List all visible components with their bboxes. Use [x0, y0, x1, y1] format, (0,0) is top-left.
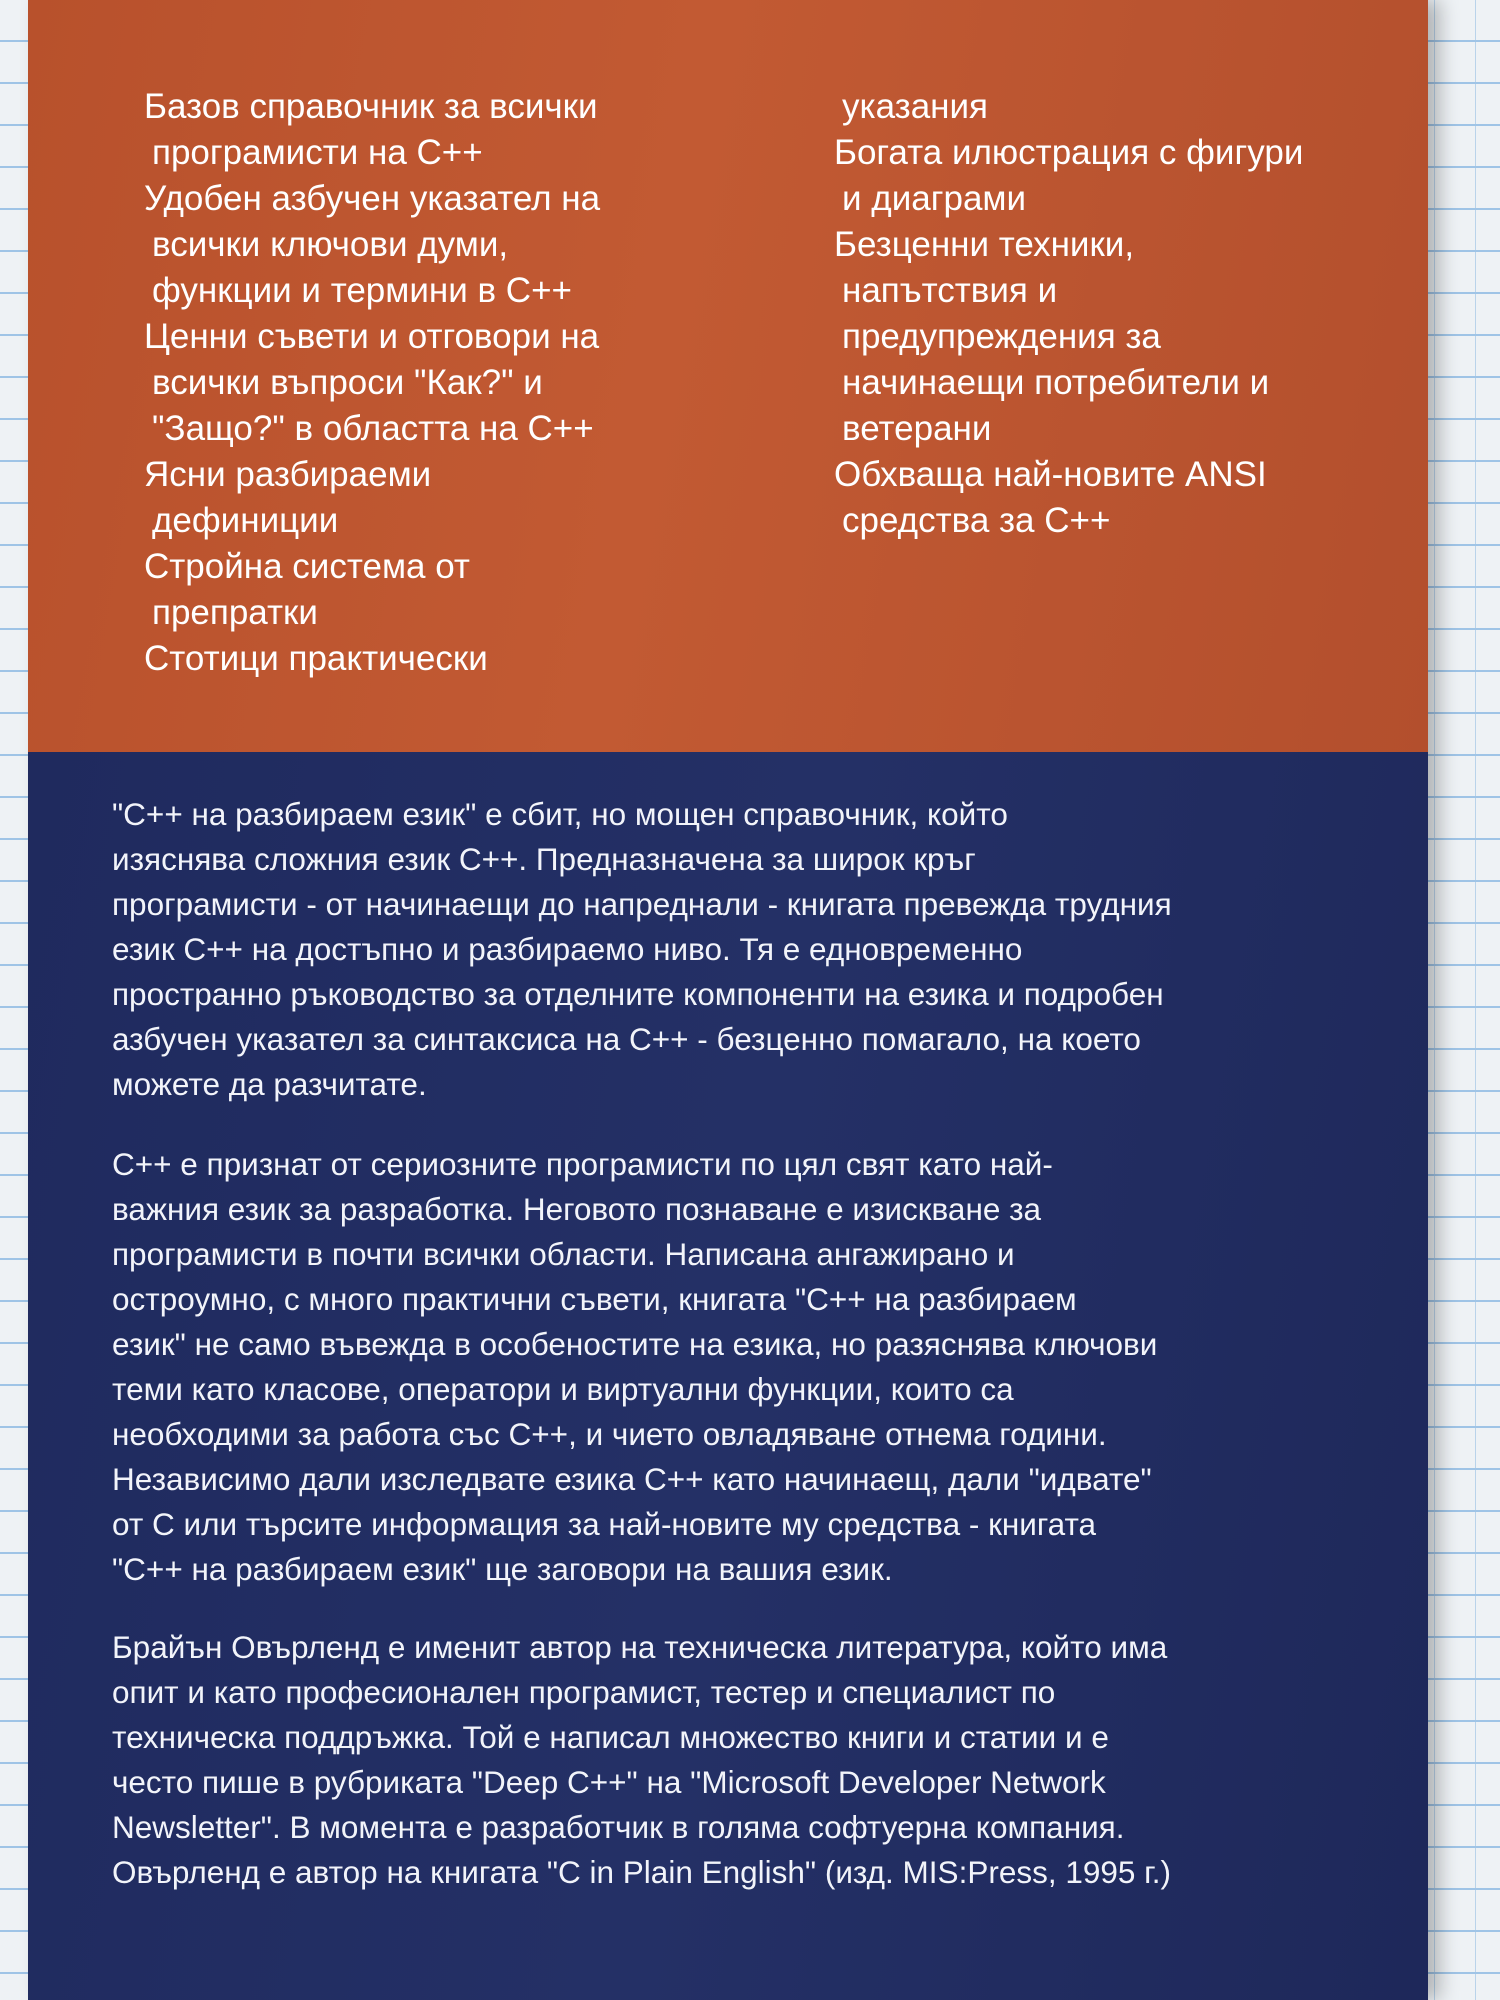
- features-list-left: [144, 84, 704, 682]
- feature-item: указания: [842, 87, 988, 126]
- feature-item: Ясни разбираеми дефиниции: [144, 455, 432, 540]
- author-bio-paragraph: Брайън Овърленд е именит автор на техническа литература, който има опит и като професионален програмист, тестер и специалист по техническа поддръжка. Той е написал множество книги и статии и е често пише в рубриката "Deep С++" на "Microsoft Developer Network Newsletter". В момента е разработчик в голяма софтуерна компания. Овърленд е автор на книгата "С in Plain English" (изд. MIS:Press, 1995 г.): [112, 1629, 1172, 1890]
- features-panel: [28, 0, 1428, 752]
- feature-item: Обхваща най-новите ANSI средства за С++: [834, 455, 1267, 540]
- feature-item: Стотици практически: [144, 639, 488, 678]
- features-list-right: [834, 84, 1404, 544]
- feature-item: Безценни техники, напътствия и предупреждения за начинаещи потребители и ветерани: [834, 225, 1270, 448]
- feature-item: Базов справочник за всички програмисти на С++: [144, 87, 598, 172]
- book-back-cover: [28, 0, 1428, 2000]
- feature-item: Ценни съвети и отговори на всички въпроси "Как?" и "Защо?" в областта на С++: [144, 317, 600, 448]
- description-paragraph-1: "С++ на разбираем език" е сбит, но мощен справочник, който изяснява сложния език С++. Предназначена за широк кръг програмисти - от начинаещи до напреднали - книгата превежда трудния език С++ на достъпно и разбираемо ниво. Тя е едновременно пространно ръководство за отделните компоненти на езика и подробен азбучен указател за синтаксиса на С++ - безценно помагало, на което можете да разчитате.: [112, 796, 1172, 1102]
- description-paragraph-2: С++ е признат от сериозните програмисти по цял свят като най- важния език за разработка. Неговото познаване е изискване за програмисти в почти всички области. Написана ангажирано и остроумно, с много практични съвети, книгата "С++ на разбираем език" не само въвежда в особеностите на езика, но разяснява ключови теми като класове, оператори и виртуални функции, които са необходими за работа със С++, и чието овладяване отнема години. Независимо дали изследвате езика С++ като начинаещ, дали "идвате" от С или търсите информация за най-новите му средства - книгата "С++ на разбираем език" ще заговори на вашия език.: [112, 1146, 1158, 1587]
- feature-item: Богата илюстрация с фигури и диаграми: [834, 133, 1304, 218]
- feature-item: Стройна система от препратки: [144, 547, 470, 632]
- feature-item: Удобен азбучен указател на всички ключови думи, функции и термини в С++: [144, 179, 601, 310]
